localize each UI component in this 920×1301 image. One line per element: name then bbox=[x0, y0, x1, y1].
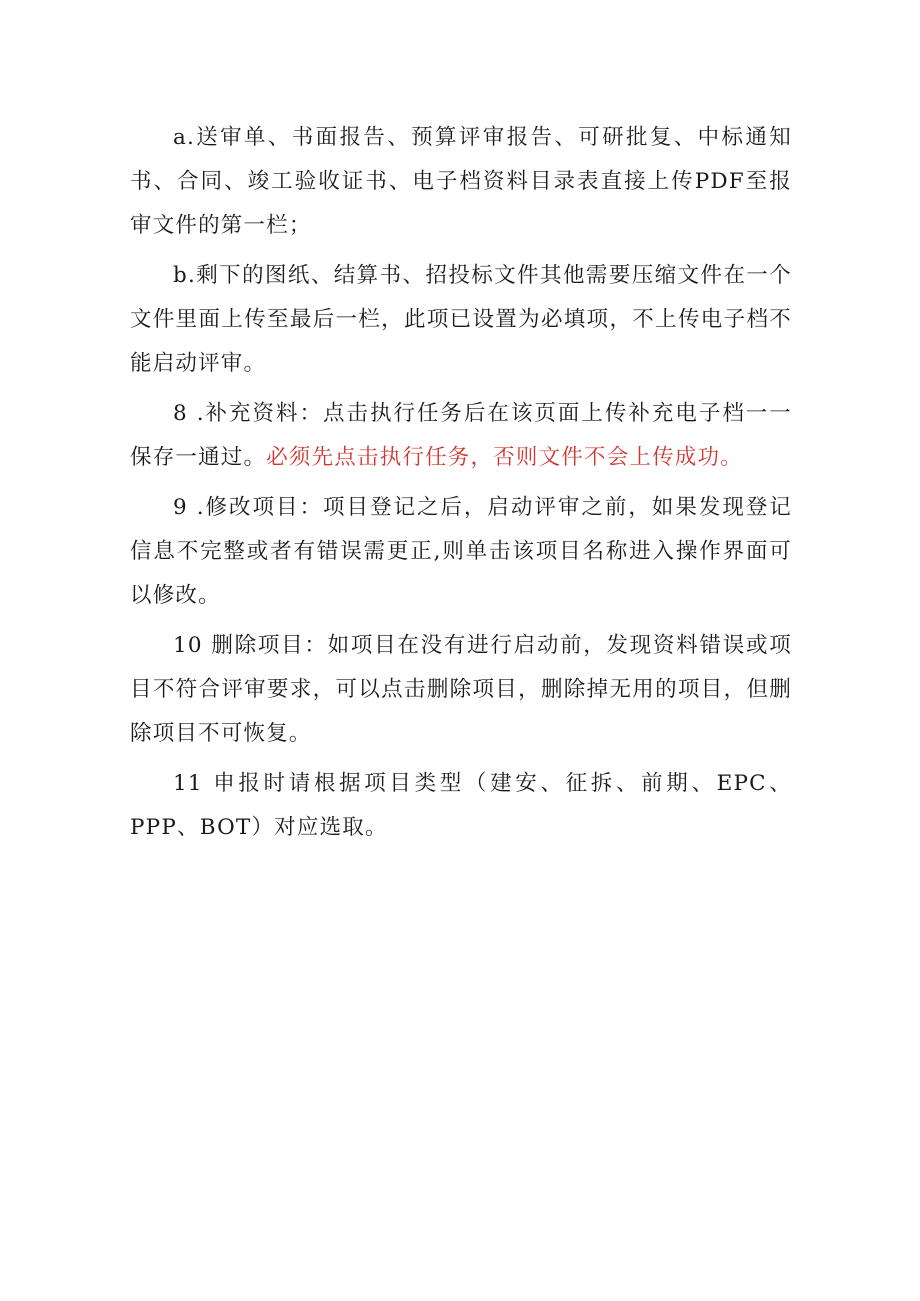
paragraph-a-upload-pdf: a.送审单、书面报告、预算评审报告、可研批复、中标通知书、合同、竣工验收证书、电子档资料目录表直接上传PDF至报审文件的第一栏； bbox=[130, 125, 792, 238]
paragraph-b-upload-archive: b.剩下的图纸、结算书、招投标文件其他需要压缩文件在一个文件里面上传至最后一栏，此项已设置为必填项，不上传电子档不能启动评审。 bbox=[130, 263, 792, 376]
paragraph-11-project-type: 11 申报时请根据项目类型（建安、征拆、前期、EPC、PPP、BOT）对应选取。 bbox=[130, 771, 792, 840]
paragraph-9-modify-project: 9 .修改项目：项目登记之后，启动评审之前，如果发现登记信息不完整或者有错误需更正,则单击该项目名称进入操作界面可以修改。 bbox=[130, 495, 792, 608]
warning-text: 必须先点击执行任务，否则文件不会上传成功。 bbox=[266, 445, 743, 470]
paragraph-10-delete-project: 10 删除项目：如项目在没有进行启动前，发现资料错误或项目不符合评审要求，可以点击删除项目，删除掉无用的项目，但删除项目不可恢复。 bbox=[130, 633, 792, 746]
document-body bbox=[130, 116, 792, 856]
paragraph-8-supplementary-materials: 8 .补充资料：点击执行任务后在该页面上传补充电子档一一保存一通过。必须先点击执行任务，否则文件不会上传成功。 bbox=[130, 401, 792, 470]
